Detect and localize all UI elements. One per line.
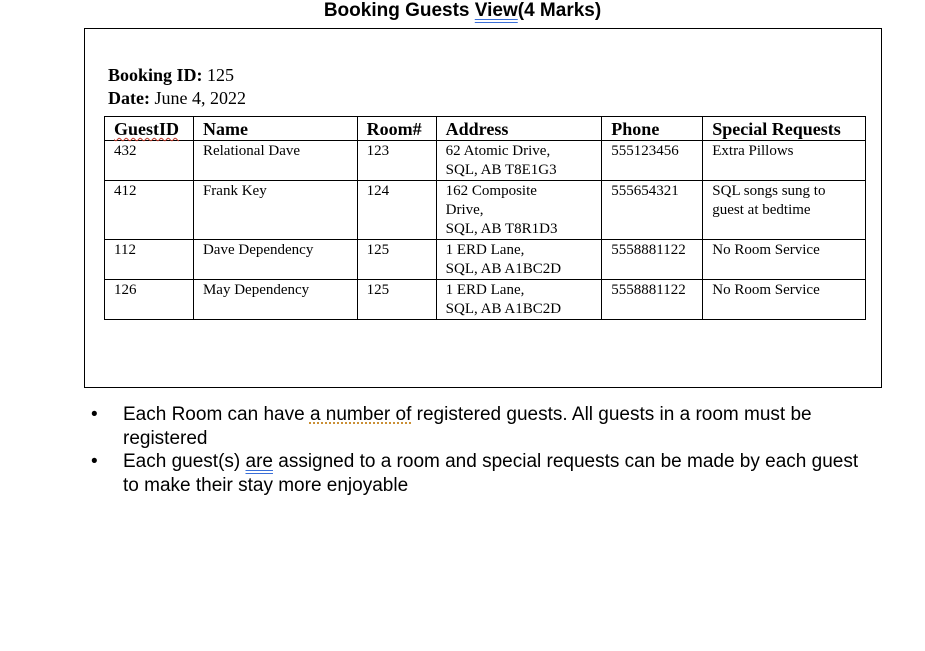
header-phone: Phone (602, 117, 703, 141)
cell-phone: 5558881122 (602, 280, 703, 320)
page-title (0, 0, 925, 22)
cell-room: 125 (357, 240, 436, 280)
cell-phone: 555654321 (602, 181, 703, 240)
bullet-icon: • (91, 404, 98, 425)
booking-id-label: Booking ID: (108, 65, 203, 85)
note-highlight: a number of (309, 404, 412, 425)
cell-phone: 5558881122 (602, 240, 703, 280)
list-item (91, 403, 871, 450)
header-name: Name (193, 117, 357, 141)
booking-meta (108, 64, 246, 110)
title-suffix: (4 Marks) (517, 0, 602, 21)
cell-special-request: No Room Service (703, 280, 866, 320)
notes-list (91, 403, 871, 497)
table-row (105, 141, 866, 181)
cell-name: Dave Dependency (193, 240, 357, 280)
cell-guestid: 412 (105, 181, 194, 240)
cell-guestid: 112 (105, 240, 194, 280)
bullet-icon: • (91, 451, 98, 472)
cell-address: 62 Atomic Drive, SQL, AB T8E1G3 (436, 141, 602, 181)
note-text: Each Room can have (123, 404, 310, 425)
cell-name: Relational Dave (193, 141, 357, 181)
cell-room: 125 (357, 280, 436, 320)
cell-special-request: Extra Pillows (703, 141, 866, 181)
list-item (91, 450, 871, 497)
cell-guestid: 432 (105, 141, 194, 181)
cell-address: 1 ERD Lane, SQL, AB A1BC2D (436, 240, 602, 280)
cell-special-request: No Room Service (703, 240, 866, 280)
header-guestid: GuestID (105, 117, 194, 141)
cell-name: Frank Key (193, 181, 357, 240)
cell-room: 123 (357, 141, 436, 181)
table-row (105, 181, 866, 240)
note-text: assigned to a room and special requests can be made by each guest to make their stay more enjoyable (123, 451, 859, 496)
table-header-row (105, 117, 866, 141)
cell-phone: 555123456 (602, 141, 703, 181)
note-text: Each guest(s) (123, 451, 246, 472)
note-text: registered guests. All guests in a room must be registered (123, 404, 812, 449)
cell-room: 124 (357, 181, 436, 240)
booking-id-line (108, 64, 246, 87)
cell-name: May Dependency (193, 280, 357, 320)
booking-date-value: June 4, 2022 (149, 88, 246, 108)
header-room: Room# (357, 117, 436, 141)
booking-id-value: 125 (202, 65, 235, 85)
cell-special-request: SQL songs sung to guest at bedtime (703, 181, 866, 240)
cell-address: 162 Composite Drive, SQL, AB T8R1D3 (436, 181, 602, 240)
table-row (105, 240, 866, 280)
title-prefix: Booking Guests (323, 0, 475, 21)
cell-guestid: 126 (105, 280, 194, 320)
title-view-word: View (474, 0, 518, 21)
note-highlight: are (245, 451, 273, 472)
header-special-requests: Special Requests (703, 117, 866, 141)
booking-date-label: Date: (108, 88, 150, 108)
table-row (105, 280, 866, 320)
header-address: Address (436, 117, 602, 141)
cell-address: 1 ERD Lane, SQL, AB A1BC2D (436, 280, 602, 320)
booking-date-line (108, 87, 246, 110)
guests-table (104, 116, 866, 320)
